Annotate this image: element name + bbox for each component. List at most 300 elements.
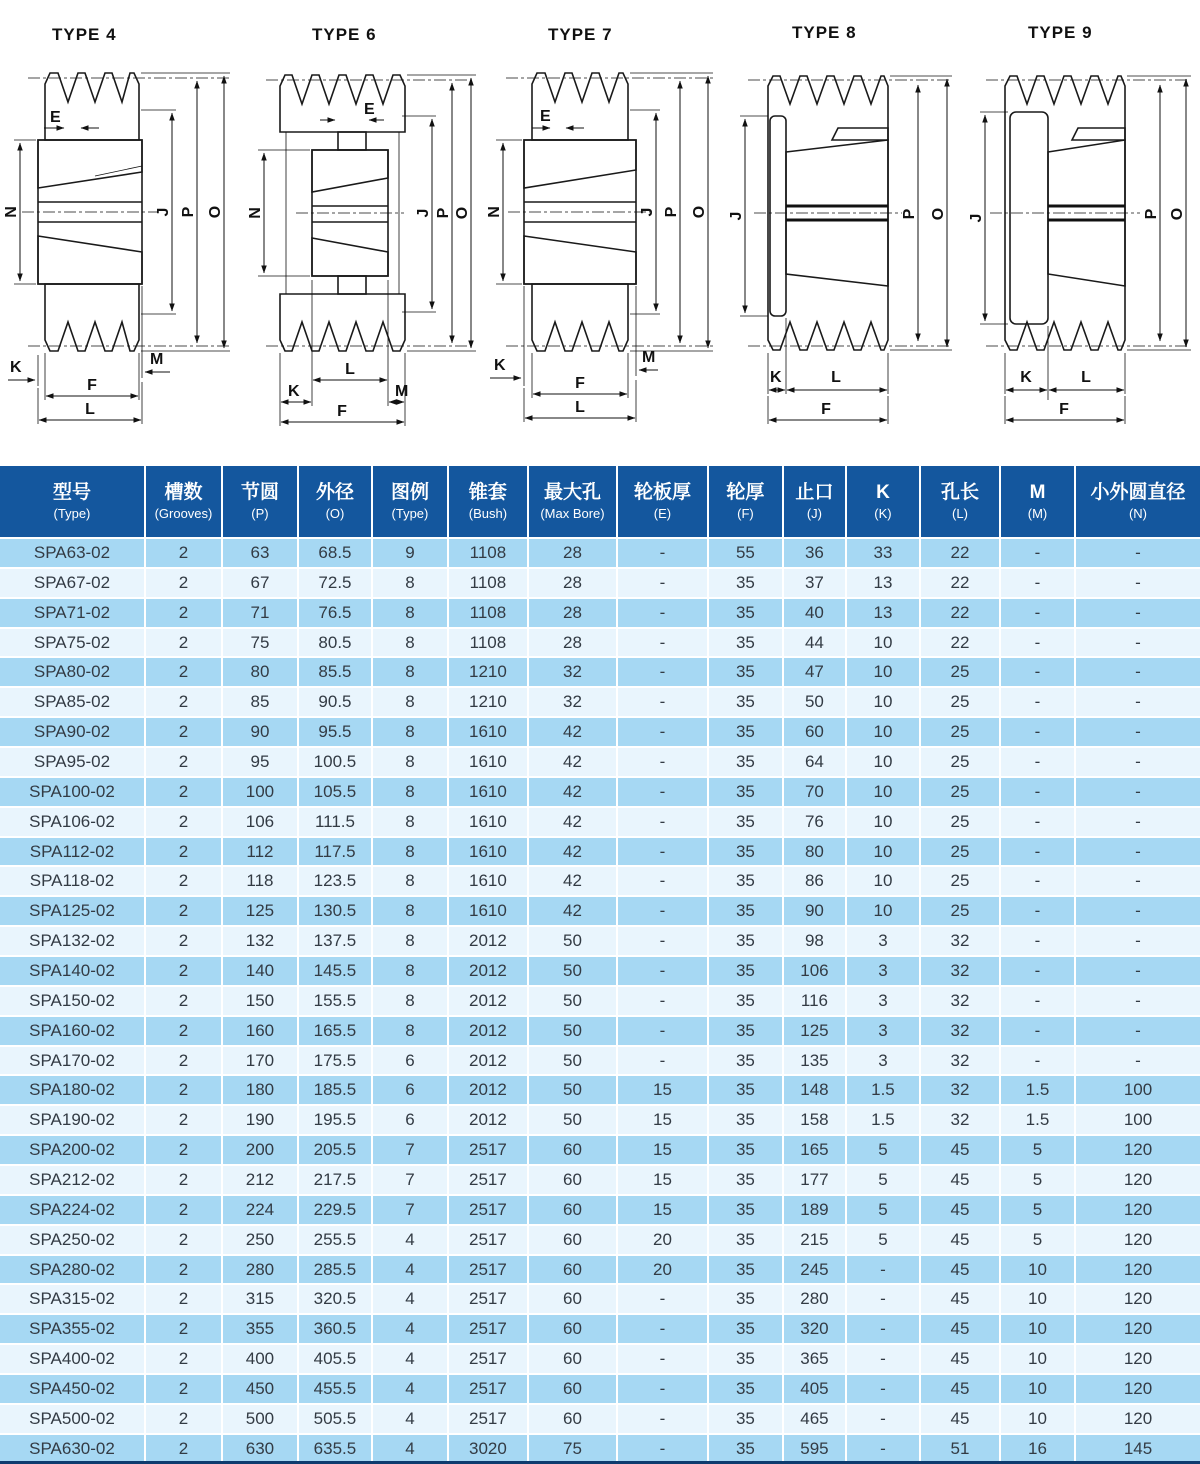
table-cell: SPA118-02 <box>0 866 145 896</box>
table-cell: 400 <box>222 1344 298 1374</box>
table-cell: 10 <box>1000 1255 1075 1285</box>
table-cell: 75 <box>222 628 298 658</box>
dim-label-f: F <box>337 403 347 420</box>
spec-table-body <box>0 538 1200 1464</box>
table-row <box>0 747 1200 777</box>
table-cell: 2012 <box>448 986 528 1016</box>
dim-label-e: E <box>540 108 551 125</box>
table-row <box>0 926 1200 956</box>
table-cell: 10 <box>1000 1404 1075 1434</box>
table-cell: - <box>1075 896 1200 926</box>
table-row <box>0 1404 1200 1434</box>
table-cell: 35 <box>708 1284 783 1314</box>
table-cell: 71 <box>222 598 298 628</box>
table-header-row <box>0 466 1200 538</box>
table-row <box>0 1135 1200 1165</box>
table-cell: 15 <box>617 1105 708 1135</box>
table-cell: 45 <box>920 1255 1000 1285</box>
table-cell: 25 <box>920 896 1000 926</box>
table-row <box>0 538 1200 568</box>
table-cell: - <box>617 598 708 628</box>
table-cell: 8 <box>372 717 448 747</box>
table-cell: SPA200-02 <box>0 1135 145 1165</box>
table-cell: 123.5 <box>298 866 372 896</box>
table-cell: 37 <box>783 568 846 598</box>
table-cell: 90 <box>783 896 846 926</box>
table-cell: 2517 <box>448 1225 528 1255</box>
table-cell: 35 <box>708 896 783 926</box>
drawing-title: TYPE 4 <box>52 25 117 44</box>
table-cell: 76 <box>783 807 846 837</box>
table-cell: 2 <box>145 1016 222 1046</box>
table-cell: 35 <box>708 747 783 777</box>
table-cell: - <box>1000 837 1075 867</box>
table-row <box>0 1284 1200 1314</box>
table-cell: - <box>846 1344 920 1374</box>
table-cell: 2 <box>145 598 222 628</box>
table-cell: 25 <box>920 747 1000 777</box>
type-6-drawing <box>240 0 480 466</box>
table-row <box>0 628 1200 658</box>
table-cell: 35 <box>708 1165 783 1195</box>
table-cell: 10 <box>846 747 920 777</box>
table-cell: 106 <box>222 807 298 837</box>
table-cell: 50 <box>528 1075 617 1105</box>
table-cell: - <box>846 1404 920 1434</box>
column-header: 孔长 (L) <box>920 466 1000 538</box>
table-cell: SPA125-02 <box>0 896 145 926</box>
table-cell: 45 <box>920 1225 1000 1255</box>
table-cell: 42 <box>528 837 617 867</box>
table-cell: 125 <box>222 896 298 926</box>
table-cell: - <box>617 1344 708 1374</box>
table-cell: 42 <box>528 717 617 747</box>
table-cell: 2012 <box>448 926 528 956</box>
table-cell: SPA180-02 <box>0 1075 145 1105</box>
table-cell: 45 <box>920 1374 1000 1404</box>
table-cell: 120 <box>1075 1404 1200 1434</box>
table-cell: 8 <box>372 628 448 658</box>
table-cell: 28 <box>528 598 617 628</box>
table-cell: 50 <box>528 1105 617 1135</box>
table-cell: 2 <box>145 866 222 896</box>
dim-label-l: L <box>1081 369 1091 386</box>
table-cell: 10 <box>846 628 920 658</box>
table-cell: 158 <box>783 1105 846 1135</box>
column-header: 图例 (Type) <box>372 466 448 538</box>
table-cell: - <box>1000 598 1075 628</box>
table-cell: 35 <box>708 657 783 687</box>
table-cell: 25 <box>920 717 1000 747</box>
table-cell: 28 <box>528 538 617 568</box>
table-cell: 6 <box>372 1046 448 1076</box>
table-cell: 90.5 <box>298 687 372 717</box>
table-cell: 8 <box>372 777 448 807</box>
table-cell: 2 <box>145 777 222 807</box>
column-header: 型号 (Type) <box>0 466 145 538</box>
table-cell: - <box>1000 657 1075 687</box>
table-cell: 10 <box>846 657 920 687</box>
table-row <box>0 1314 1200 1344</box>
type-9-svg <box>960 0 1200 466</box>
table-cell: 25 <box>920 866 1000 896</box>
table-cell: - <box>617 807 708 837</box>
type-8-svg <box>720 0 960 466</box>
table-cell: 50 <box>528 1016 617 1046</box>
table-cell: 7 <box>372 1195 448 1225</box>
table-cell: 120 <box>1075 1284 1200 1314</box>
table-cell: SPA75-02 <box>0 628 145 658</box>
table-cell: 255.5 <box>298 1225 372 1255</box>
table-cell: 35 <box>708 1255 783 1285</box>
table-cell: 320 <box>783 1314 846 1344</box>
dim-label-p: P <box>1143 208 1160 220</box>
table-cell: 80 <box>222 657 298 687</box>
table-cell: SPA95-02 <box>0 747 145 777</box>
table-cell: SPA170-02 <box>0 1046 145 1076</box>
table-cell: 25 <box>920 807 1000 837</box>
table-cell: 42 <box>528 807 617 837</box>
table-cell: 4 <box>372 1434 448 1464</box>
table-cell: 45 <box>920 1314 1000 1344</box>
table-cell: 111.5 <box>298 807 372 837</box>
table-cell: 315 <box>222 1284 298 1314</box>
table-cell: 15 <box>617 1195 708 1225</box>
table-cell: - <box>1000 926 1075 956</box>
table-cell: 130.5 <box>298 896 372 926</box>
table-row <box>0 777 1200 807</box>
table-cell: 1610 <box>448 747 528 777</box>
table-cell: 8 <box>372 986 448 1016</box>
dim-label-p: P <box>663 206 680 218</box>
table-cell: 51 <box>920 1434 1000 1464</box>
column-header: 外径 (O) <box>298 466 372 538</box>
table-cell: 47 <box>783 657 846 687</box>
table-cell: 2 <box>145 747 222 777</box>
table-cell: 360.5 <box>298 1314 372 1344</box>
table-cell: 45 <box>920 1135 1000 1165</box>
table-cell: 15 <box>617 1075 708 1105</box>
table-cell: - <box>1075 777 1200 807</box>
table-cell: 137.5 <box>298 926 372 956</box>
spec-table <box>0 466 1200 1464</box>
table-cell: 2517 <box>448 1284 528 1314</box>
table-cell: 60 <box>528 1165 617 1195</box>
table-cell: 2 <box>145 538 222 568</box>
type-8-drawing <box>720 0 960 466</box>
table-cell: 10 <box>1000 1374 1075 1404</box>
table-cell: 465 <box>783 1404 846 1434</box>
dim-label-j: J <box>639 207 656 217</box>
table-cell: SPA450-02 <box>0 1374 145 1404</box>
type-6-svg <box>240 0 480 466</box>
table-cell: - <box>1000 777 1075 807</box>
table-cell: 106 <box>783 956 846 986</box>
table-cell: 118 <box>222 866 298 896</box>
table-cell: 2 <box>145 1255 222 1285</box>
table-cell: - <box>617 1016 708 1046</box>
table-cell: - <box>617 1314 708 1344</box>
table-cell: 217.5 <box>298 1165 372 1195</box>
dim-label-k: K <box>494 357 506 374</box>
table-cell: - <box>1075 1016 1200 1046</box>
table-row <box>0 717 1200 747</box>
table-cell: 7 <box>372 1135 448 1165</box>
table-cell: - <box>1000 628 1075 658</box>
dim-label-k: K <box>770 369 782 386</box>
table-cell: 32 <box>528 687 617 717</box>
table-row <box>0 568 1200 598</box>
table-cell: 32 <box>920 956 1000 986</box>
table-cell: 1.5 <box>846 1075 920 1105</box>
table-cell: - <box>617 568 708 598</box>
dim-label-p: P <box>901 208 918 220</box>
table-cell: 245 <box>783 1255 846 1285</box>
table-cell: 2 <box>145 628 222 658</box>
table-cell: SPA67-02 <box>0 568 145 598</box>
table-cell: 405.5 <box>298 1344 372 1374</box>
table-cell: 35 <box>708 717 783 747</box>
table-cell: 50 <box>528 956 617 986</box>
table-cell: 75 <box>528 1434 617 1464</box>
table-cell: 4 <box>372 1314 448 1344</box>
table-cell: 229.5 <box>298 1195 372 1225</box>
table-cell: 1108 <box>448 628 528 658</box>
table-cell: 2 <box>145 657 222 687</box>
table-cell: 25 <box>920 777 1000 807</box>
table-cell: 35 <box>708 568 783 598</box>
table-cell: 2 <box>145 1135 222 1165</box>
table-row <box>0 1016 1200 1046</box>
table-cell: - <box>617 777 708 807</box>
table-cell: 42 <box>528 777 617 807</box>
table-cell: 50 <box>528 1046 617 1076</box>
table-cell: - <box>1000 687 1075 717</box>
table-cell: 280 <box>222 1255 298 1285</box>
table-cell: SPA140-02 <box>0 956 145 986</box>
dim-label-j: J <box>155 207 172 217</box>
table-cell: 8 <box>372 598 448 628</box>
table-cell: 250 <box>222 1225 298 1255</box>
table-cell: 35 <box>708 1404 783 1434</box>
table-cell: 8 <box>372 896 448 926</box>
table-cell: 2012 <box>448 1105 528 1135</box>
table-cell: 355 <box>222 1314 298 1344</box>
column-header: 轮板厚 (E) <box>617 466 708 538</box>
dim-label-m: M <box>150 351 164 368</box>
table-cell: 145.5 <box>298 956 372 986</box>
table-cell: 10 <box>846 807 920 837</box>
table-row <box>0 1075 1200 1105</box>
table-cell: 9 <box>372 538 448 568</box>
dim-label-n: N <box>247 207 264 219</box>
table-cell: 36 <box>783 538 846 568</box>
table-cell: 1610 <box>448 777 528 807</box>
table-cell: 2 <box>145 568 222 598</box>
table-row <box>0 986 1200 1016</box>
table-cell: 42 <box>528 747 617 777</box>
table-cell: - <box>617 956 708 986</box>
dim-label-k: K <box>10 359 22 376</box>
table-cell: SPA212-02 <box>0 1165 145 1195</box>
table-cell: 4 <box>372 1284 448 1314</box>
table-cell: 60 <box>528 1344 617 1374</box>
table-cell: 1210 <box>448 657 528 687</box>
table-cell: - <box>1075 807 1200 837</box>
dim-label-o: O <box>1169 207 1186 221</box>
table-cell: 185.5 <box>298 1075 372 1105</box>
table-cell: SPA100-02 <box>0 777 145 807</box>
table-cell: 85 <box>222 687 298 717</box>
table-row <box>0 1374 1200 1404</box>
table-cell: 100.5 <box>298 747 372 777</box>
table-cell: 8 <box>372 866 448 896</box>
table-cell: 2517 <box>448 1165 528 1195</box>
table-cell: SPA80-02 <box>0 657 145 687</box>
table-cell: 1610 <box>448 717 528 747</box>
table-cell: 40 <box>783 598 846 628</box>
table-cell: SPA355-02 <box>0 1314 145 1344</box>
table-cell: 28 <box>528 568 617 598</box>
table-cell: 215 <box>783 1225 846 1255</box>
dim-label-l: L <box>345 361 355 378</box>
column-header: 节圆 (P) <box>222 466 298 538</box>
dim-label-o: O <box>930 207 947 221</box>
table-cell: 2517 <box>448 1195 528 1225</box>
table-cell: 8 <box>372 687 448 717</box>
table-cell: 80.5 <box>298 628 372 658</box>
table-row <box>0 807 1200 837</box>
table-cell: 35 <box>708 1344 783 1374</box>
table-cell: SPA90-02 <box>0 717 145 747</box>
table-cell: 35 <box>708 1434 783 1464</box>
table-cell: 80 <box>783 837 846 867</box>
table-cell: 148 <box>783 1075 846 1105</box>
table-cell: 2 <box>145 1195 222 1225</box>
table-cell: 2 <box>145 956 222 986</box>
table-cell: 6 <box>372 1075 448 1105</box>
table-cell: 63 <box>222 538 298 568</box>
table-cell: SPA85-02 <box>0 687 145 717</box>
table-cell: 35 <box>708 1374 783 1404</box>
type-7-svg <box>480 0 720 466</box>
table-cell: 32 <box>528 657 617 687</box>
table-cell: 200 <box>222 1135 298 1165</box>
table-cell: 60 <box>528 1225 617 1255</box>
table-cell: - <box>617 1434 708 1464</box>
table-cell: SPA250-02 <box>0 1225 145 1255</box>
table-cell: 3 <box>846 926 920 956</box>
table-cell: 33 <box>846 538 920 568</box>
table-cell: 60 <box>528 1195 617 1225</box>
dim-label-j: J <box>415 208 432 218</box>
table-cell: 8 <box>372 568 448 598</box>
table-cell: 120 <box>1075 1374 1200 1404</box>
type-4-svg <box>0 0 240 466</box>
table-cell: 205.5 <box>298 1135 372 1165</box>
table-cell: 8 <box>372 807 448 837</box>
table-cell: 35 <box>708 956 783 986</box>
column-header: K (K) <box>846 466 920 538</box>
table-cell: - <box>1000 956 1075 986</box>
table-cell: 120 <box>1075 1344 1200 1374</box>
table-cell: 2 <box>145 986 222 1016</box>
dim-label-f: F <box>575 375 585 392</box>
table-cell: 60 <box>783 717 846 747</box>
table-cell: 10 <box>846 866 920 896</box>
table-cell: 5 <box>1000 1165 1075 1195</box>
table-cell: - <box>1075 628 1200 658</box>
table-cell: 2 <box>145 1434 222 1464</box>
table-row <box>0 1255 1200 1285</box>
table-cell: 45 <box>920 1344 1000 1374</box>
table-cell: 45 <box>920 1284 1000 1314</box>
table-cell: 72.5 <box>298 568 372 598</box>
table-cell: 32 <box>920 1105 1000 1135</box>
table-cell: 35 <box>708 1046 783 1076</box>
table-cell: 15 <box>617 1135 708 1165</box>
table-cell: 2517 <box>448 1135 528 1165</box>
table-cell: 25 <box>920 657 1000 687</box>
table-cell: - <box>1075 598 1200 628</box>
table-cell: 4 <box>372 1374 448 1404</box>
dim-label-j: J <box>968 213 985 223</box>
dim-label-f: F <box>87 377 97 394</box>
table-cell: 35 <box>708 986 783 1016</box>
table-cell: 6 <box>372 1105 448 1135</box>
table-cell: - <box>1000 1016 1075 1046</box>
table-cell: 10 <box>846 896 920 926</box>
table-cell: 7 <box>372 1165 448 1195</box>
table-cell: 35 <box>708 1016 783 1046</box>
table-cell: 32 <box>920 1046 1000 1076</box>
table-cell: 98 <box>783 926 846 956</box>
table-cell: 120 <box>1075 1255 1200 1285</box>
table-cell: 35 <box>708 598 783 628</box>
dim-label-f: F <box>1059 401 1069 418</box>
dim-label-p: P <box>435 207 452 219</box>
column-header: 止口 (J) <box>783 466 846 538</box>
table-cell: 32 <box>920 986 1000 1016</box>
table-cell: 165.5 <box>298 1016 372 1046</box>
table-cell: 2012 <box>448 1075 528 1105</box>
table-row <box>0 687 1200 717</box>
type-9-drawing <box>960 0 1200 466</box>
table-row <box>0 1225 1200 1255</box>
table-cell: 35 <box>708 1195 783 1225</box>
table-cell: 170 <box>222 1046 298 1076</box>
table-cell: - <box>1000 568 1075 598</box>
table-cell: SPA71-02 <box>0 598 145 628</box>
table-cell: SPA315-02 <box>0 1284 145 1314</box>
dim-label-k: K <box>1020 369 1032 386</box>
dim-label-l: L <box>575 399 585 416</box>
table-cell: 224 <box>222 1195 298 1225</box>
table-cell: 42 <box>528 896 617 926</box>
table-cell: 165 <box>783 1135 846 1165</box>
table-cell: 2 <box>145 1165 222 1195</box>
table-cell: 2 <box>145 717 222 747</box>
table-cell: 35 <box>708 777 783 807</box>
table-cell: 189 <box>783 1195 846 1225</box>
table-cell: 45 <box>920 1404 1000 1434</box>
table-cell: 16 <box>1000 1434 1075 1464</box>
table-cell: - <box>617 1404 708 1434</box>
table-row <box>0 1434 1200 1464</box>
table-cell: 10 <box>846 687 920 717</box>
table-cell: 2 <box>145 1404 222 1434</box>
table-cell: 2 <box>145 1374 222 1404</box>
